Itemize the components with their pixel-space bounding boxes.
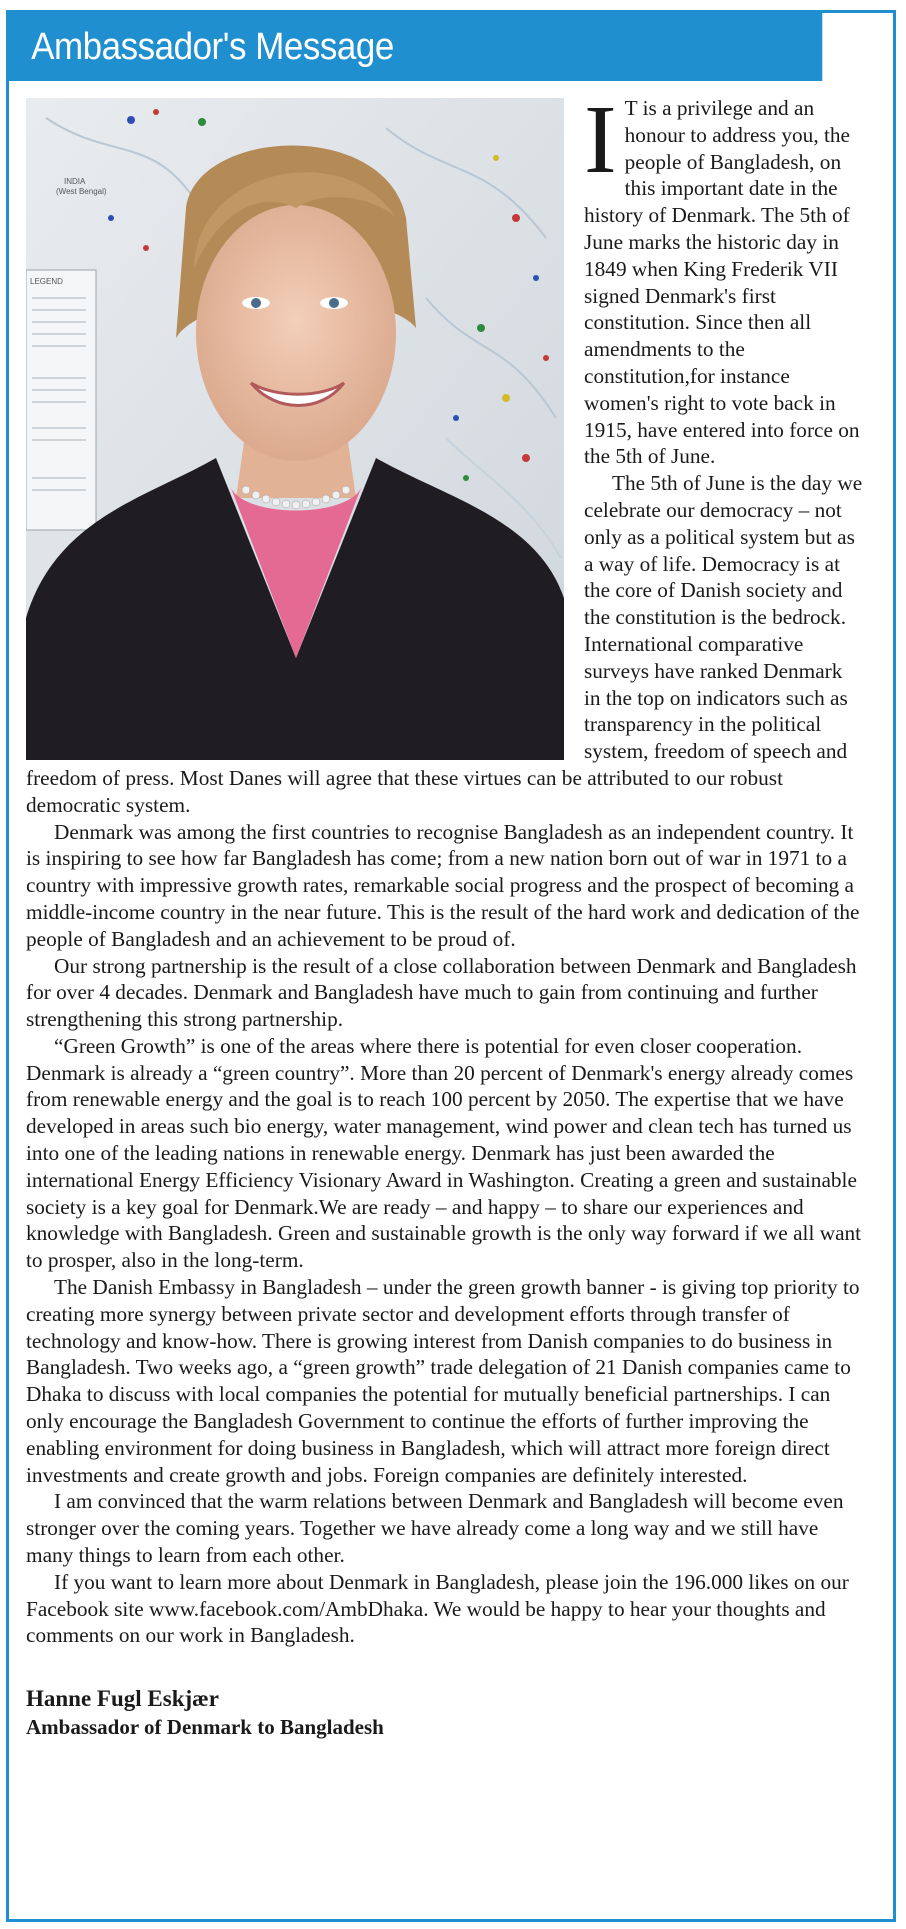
map-label-west-bengal: (West Bengal) bbox=[56, 187, 107, 196]
ambassador-photo bbox=[26, 98, 564, 760]
paragraph-1-text: T is a privilege and an honour to address you, the people of Bangladesh, on this important date in the history of Denmark. The 5th of June marks the historic day in 1849 when King Frederik VII signed Denmark's first constitution. Since then all amendments to the constitution,for instance women's right to vote back in 1915, have entered into force on the 5th of June. bbox=[584, 96, 860, 469]
section-title: Ambassador's Message bbox=[31, 26, 394, 68]
paragraph-6: The Danish Embassy in Bangladesh – under the green growth banner - is giving top priority to creating more synergy between private sector and development efforts through transfer of technology and know-how. There is growing interest from Danish companies to do business in Bangladesh. Two weeks ago, a “green growth” trade delegation of 21 Danish companies came to Dhaka to discuss with local companies the potential for mutually beneficial partnerships. I can only encourage the Bangladesh Government to continue the efforts of further improving the enabling environment for doing business in Bangladesh, which will attract more foreign direct investments and create growth and jobs. Foreign companies are definitely interested. bbox=[26, 1275, 860, 1487]
paragraph-4: Our strong partnership is the result of a close collaboration between Denmark and Bangladesh for over 4 decades. Denmark and Bangladesh have much to gain from continuing and further strengthening this strong partnership. bbox=[26, 953, 857, 1032]
signature-block bbox=[26, 1685, 864, 1741]
article-content bbox=[26, 86, 864, 1741]
map-label-india: INDIA bbox=[64, 177, 86, 186]
paragraph-7: I am convinced that the warm relations between Denmark and Bangladesh will become even stronger over the coming years. Together we have already come a long way and we still have many things to learn from each other. bbox=[26, 1489, 844, 1568]
map-legend-label: LEGEND bbox=[30, 277, 63, 286]
paragraph-8: If you want to learn more about Denmark in Bangladesh, please join the 196.000 likes on our Facebook site www.facebook.com/AmbDhaka. We would be happy to hear your thoughts and comments on our work in Bangladesh. bbox=[26, 1569, 849, 1648]
paragraph-3: Denmark was among the first countries to recognise Bangladesh as an independent country. It is inspiring to see how far Bangladesh has come; from a new nation born out of war in 1971 to a country with impressive growth rates, remarkable social progress and the prospect of becoming a middle-income country in the near future. This is the result of the hard work and dedication of the people of Bangladesh and an achievement to be proud of. bbox=[26, 819, 860, 951]
section-header bbox=[9, 13, 822, 81]
signature-name: Hanne Fugl Eskjær bbox=[26, 1686, 219, 1712]
paragraph-2: The 5th of June is the day we celebrate our democracy – not only as a political system but as a way of life. Democracy is at the core of Danish society and the constitution is the bedrock. International comparative surveys have ranked Denmark in the top on indicators such as transparency in the political system, freedom of speech and freedom of press. Most Danes will agree that these virtues can be attributed to our robust democratic system. bbox=[26, 471, 863, 817]
paragraph-5: “Green Growth” is one of the areas where there is potential for even closer cooperation. Denmark is already a “green country”. More than 20 percent of Denmark's energy already comes from renewable energy and the goal is to reach 100 percent by 2050. The expertise that we have developed in areas such bio energy, water management, wind power and clean tech has turned us into one of the leading nations in renewable energy. Denmark has just been awarded the international Energy Efficiency Visionary Award in Washington. Creating a green and sustainable society is a key goal for Denmark.We are ready – and happy – to share our experiences and knowledge with Bangladesh. Green and sustainable growth is the only way forward if we all want to prosper, also in the long-term. bbox=[26, 1033, 862, 1273]
signature-title: Ambassador of Denmark to Bangladesh bbox=[26, 1715, 384, 1740]
drop-cap: I bbox=[584, 86, 617, 194]
